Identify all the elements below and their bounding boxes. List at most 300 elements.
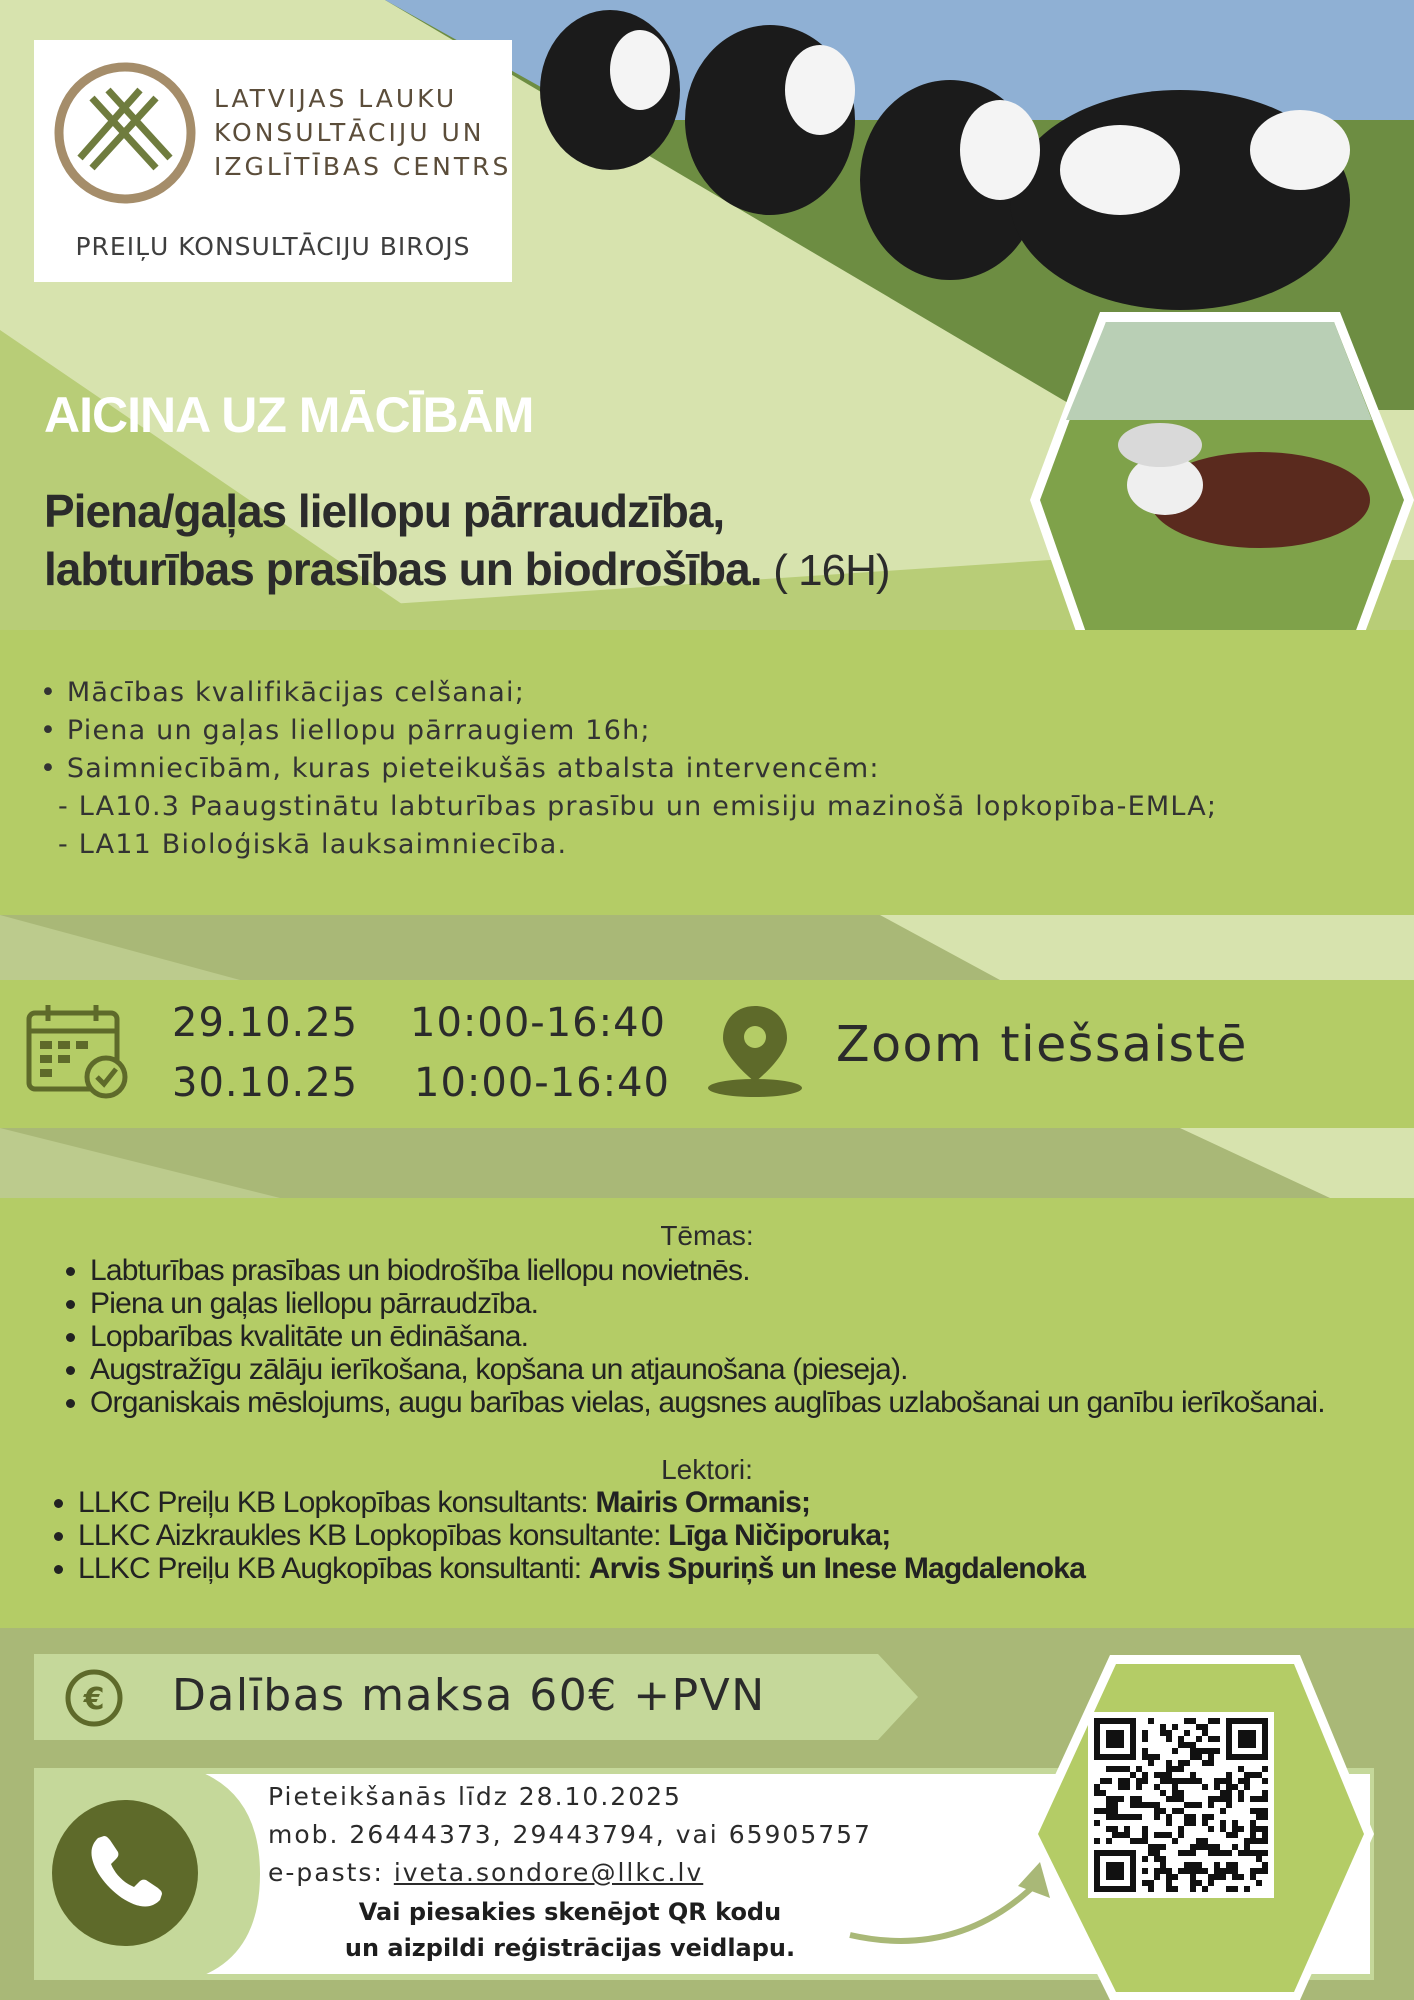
qr-module xyxy=(1238,1766,1244,1772)
qr-module xyxy=(1220,1778,1226,1784)
qr-module xyxy=(1100,1754,1106,1760)
qr-module xyxy=(1130,1772,1136,1778)
session-date: 29.10.25 xyxy=(172,1000,359,1046)
qr-module xyxy=(1190,1754,1196,1760)
qr-module xyxy=(1220,1820,1226,1826)
qr-module xyxy=(1202,1868,1208,1874)
qr-module xyxy=(1250,1742,1256,1748)
qr-module xyxy=(1184,1730,1190,1736)
qr-module xyxy=(1160,1832,1166,1838)
qr-module xyxy=(1094,1874,1100,1880)
qr-module xyxy=(1250,1850,1256,1856)
course-duration: ( 16H) xyxy=(773,546,890,595)
qr-module xyxy=(1142,1754,1148,1760)
qr-module xyxy=(1112,1832,1118,1838)
contact-email-row xyxy=(268,1858,703,1887)
qr-module xyxy=(1154,1814,1160,1820)
qr-module xyxy=(1154,1856,1160,1862)
qr-module xyxy=(1118,1886,1124,1892)
qr-module xyxy=(1094,1868,1100,1874)
qr-module xyxy=(1244,1850,1250,1856)
qr-module xyxy=(1208,1844,1214,1850)
qr-module xyxy=(1130,1886,1136,1892)
qr-module xyxy=(1226,1790,1232,1796)
qr-module xyxy=(1130,1874,1136,1880)
qr-module xyxy=(1262,1826,1268,1832)
qr-module xyxy=(1178,1832,1184,1838)
qr-module xyxy=(1184,1718,1190,1724)
qr-module xyxy=(1202,1820,1208,1826)
qr-module xyxy=(1238,1850,1244,1856)
qr-module xyxy=(1160,1862,1166,1868)
qr-module xyxy=(1130,1838,1136,1844)
qr-module xyxy=(1238,1874,1244,1880)
qr-module xyxy=(1112,1766,1118,1772)
qr-module xyxy=(1196,1724,1202,1730)
qr-module xyxy=(1112,1736,1118,1742)
qr-module xyxy=(1214,1844,1220,1850)
qr-module xyxy=(1232,1886,1238,1892)
qr-module xyxy=(1094,1784,1100,1790)
qr-module xyxy=(1172,1790,1178,1796)
qr-module xyxy=(1166,1778,1172,1784)
qr-module xyxy=(1154,1868,1160,1874)
qr-module xyxy=(1142,1736,1148,1742)
qr-module xyxy=(1178,1850,1184,1856)
registration-qr-code[interactable] xyxy=(1088,1712,1274,1898)
qr-module xyxy=(1130,1850,1136,1856)
qr-module xyxy=(1094,1838,1100,1844)
qr-module xyxy=(1262,1838,1268,1844)
qr-module xyxy=(1184,1862,1190,1868)
qr-module xyxy=(1094,1862,1100,1868)
qr-module xyxy=(1124,1850,1130,1856)
qr-module xyxy=(1142,1772,1148,1778)
qr-module xyxy=(1214,1778,1220,1784)
qr-module xyxy=(1112,1826,1118,1832)
qr-module xyxy=(1208,1802,1214,1808)
qr-module xyxy=(1148,1802,1154,1808)
qr-module xyxy=(1112,1796,1118,1802)
qr-module xyxy=(1094,1754,1100,1760)
qr-module xyxy=(1250,1754,1256,1760)
qr-module xyxy=(1226,1796,1232,1802)
qr-module xyxy=(1172,1838,1178,1844)
qr-module xyxy=(1154,1844,1160,1850)
org-name-line-2: KONSULTĀCIJU UN xyxy=(214,118,485,147)
qr-module xyxy=(1172,1886,1178,1892)
qr-module xyxy=(1118,1730,1124,1736)
qr-module xyxy=(1202,1814,1208,1820)
qr-module xyxy=(1118,1814,1124,1820)
qr-module xyxy=(1094,1736,1100,1742)
qr-module xyxy=(1220,1868,1226,1874)
qr-module xyxy=(1154,1772,1160,1778)
qr-module xyxy=(1214,1718,1220,1724)
qr-module xyxy=(1250,1736,1256,1742)
qr-module xyxy=(1142,1748,1148,1754)
lecturer-item xyxy=(78,1486,1414,1519)
qr-module xyxy=(1256,1856,1262,1862)
qr-module xyxy=(1220,1808,1226,1814)
qr-module xyxy=(1106,1802,1112,1808)
qr-module xyxy=(1118,1754,1124,1760)
qr-module xyxy=(1106,1868,1112,1874)
qr-module xyxy=(1094,1886,1100,1892)
qr-module xyxy=(1202,1844,1208,1850)
qr-module xyxy=(1166,1760,1172,1766)
qr-module xyxy=(1226,1862,1232,1868)
qr-module xyxy=(1202,1724,1208,1730)
qr-module xyxy=(1196,1778,1202,1784)
qr-module xyxy=(1226,1730,1232,1736)
qr-module xyxy=(1202,1748,1208,1754)
qr-module xyxy=(1262,1724,1268,1730)
qr-module xyxy=(1184,1778,1190,1784)
qr-module xyxy=(1142,1880,1148,1886)
qr-module xyxy=(1214,1736,1220,1742)
qr-module xyxy=(1166,1868,1172,1874)
qr-module xyxy=(1100,1718,1106,1724)
qr-module xyxy=(1184,1868,1190,1874)
qr-module xyxy=(1262,1796,1268,1802)
qr-module xyxy=(1130,1868,1136,1874)
qr-module xyxy=(1214,1784,1220,1790)
qr-module xyxy=(1196,1868,1202,1874)
qr-module xyxy=(1118,1862,1124,1868)
qr-module xyxy=(1208,1736,1214,1742)
qr-module xyxy=(1232,1826,1238,1832)
qr-module xyxy=(1106,1778,1112,1784)
event-location: Zoom tiešsaistē xyxy=(836,1016,1248,1073)
qr-instruction-line-1: Vai piesakies skenējot QR kodu xyxy=(358,1898,782,1926)
qr-module xyxy=(1160,1856,1166,1862)
qr-module xyxy=(1250,1718,1256,1724)
qr-module xyxy=(1250,1796,1256,1802)
qr-module xyxy=(1148,1880,1154,1886)
lecturers-heading: Lektori: xyxy=(661,1454,753,1485)
qr-module xyxy=(1142,1826,1148,1832)
llkc-emblem-icon xyxy=(52,60,198,206)
qr-module xyxy=(1124,1814,1130,1820)
qr-module xyxy=(1166,1832,1172,1838)
qr-module xyxy=(1256,1718,1262,1724)
qr-module xyxy=(1118,1784,1124,1790)
qr-module xyxy=(1106,1838,1112,1844)
qr-module xyxy=(1184,1820,1190,1826)
qr-module xyxy=(1262,1862,1268,1868)
lecturer-name: Arvis Spuriņš un Inese Magdalenoka xyxy=(588,1552,1086,1585)
office-name: PREIĻU KONSULTĀCIJU BIROJS xyxy=(75,232,471,261)
qr-module xyxy=(1094,1730,1100,1736)
qr-module xyxy=(1178,1742,1184,1748)
qr-module xyxy=(1130,1796,1136,1802)
qr-module xyxy=(1232,1784,1238,1790)
qr-module xyxy=(1226,1868,1232,1874)
qr-module xyxy=(1262,1790,1268,1796)
qr-module xyxy=(1130,1730,1136,1736)
qr-module xyxy=(1262,1766,1268,1772)
qr-module xyxy=(1154,1808,1160,1814)
qr-module xyxy=(1106,1826,1112,1832)
qr-module xyxy=(1208,1814,1214,1820)
qr-module xyxy=(1262,1814,1268,1820)
qr-module xyxy=(1106,1736,1112,1742)
qr-module xyxy=(1094,1808,1100,1814)
qr-module xyxy=(1256,1754,1262,1760)
org-name-line-3: IZGLĪTĪBAS CENTRS xyxy=(214,152,512,181)
intro-item: - LA11 Bioloģiskā lauksaimniecība. xyxy=(58,829,568,860)
qr-module xyxy=(1166,1814,1172,1820)
qr-module xyxy=(1136,1802,1142,1808)
qr-module xyxy=(1262,1748,1268,1754)
qr-module xyxy=(1148,1718,1154,1724)
qr-module xyxy=(1166,1736,1172,1742)
qr-module xyxy=(1202,1730,1208,1736)
lecturer-item xyxy=(78,1552,1414,1585)
qr-module xyxy=(1250,1772,1256,1778)
qr-module xyxy=(1202,1760,1208,1766)
qr-module xyxy=(1094,1850,1100,1856)
qr-module xyxy=(1130,1742,1136,1748)
qr-module xyxy=(1244,1838,1250,1844)
qr-module xyxy=(1178,1760,1184,1766)
qr-module xyxy=(1226,1754,1232,1760)
qr-module xyxy=(1106,1808,1112,1814)
qr-module xyxy=(1112,1814,1118,1820)
qr-module xyxy=(1118,1874,1124,1880)
qr-module xyxy=(1178,1868,1184,1874)
qr-module xyxy=(1094,1718,1100,1724)
qr-module xyxy=(1100,1778,1106,1784)
qr-module xyxy=(1172,1784,1178,1790)
qr-module xyxy=(1112,1742,1118,1748)
qr-module xyxy=(1136,1784,1142,1790)
svg-text:€: € xyxy=(83,1682,105,1717)
lecturer-name: Mairis Ormanis; xyxy=(595,1486,811,1519)
qr-module xyxy=(1142,1730,1148,1736)
qr-module xyxy=(1178,1826,1184,1832)
qr-module xyxy=(1196,1838,1202,1844)
qr-module xyxy=(1208,1718,1214,1724)
qr-module xyxy=(1220,1826,1226,1832)
qr-module xyxy=(1136,1766,1142,1772)
qr-module xyxy=(1172,1808,1178,1814)
qr-module xyxy=(1100,1808,1106,1814)
qr-module xyxy=(1106,1766,1112,1772)
qr-module xyxy=(1190,1742,1196,1748)
qr-module xyxy=(1208,1850,1214,1856)
qr-module xyxy=(1094,1856,1100,1862)
qr-module xyxy=(1160,1772,1166,1778)
qr-module xyxy=(1130,1736,1136,1742)
qr-module xyxy=(1238,1778,1244,1784)
location-pin-icon xyxy=(706,1002,804,1098)
qr-module xyxy=(1232,1874,1238,1880)
qr-module xyxy=(1190,1874,1196,1880)
intro-item: • Piena un gaļas liellopu pārraugiem 16h; xyxy=(40,715,651,746)
qr-module xyxy=(1160,1808,1166,1814)
qr-module xyxy=(1118,1736,1124,1742)
topic-item: • Labturības prasības un biodrošība liellopu novietnēs. xyxy=(90,1254,1410,1287)
qr-module xyxy=(1160,1730,1166,1736)
qr-module xyxy=(1178,1796,1184,1802)
qr-module xyxy=(1226,1832,1232,1838)
kicker-heading: AICINA UZ MĀCĪBĀM xyxy=(44,387,534,443)
qr-module xyxy=(1148,1886,1154,1892)
qr-module xyxy=(1106,1796,1112,1802)
qr-module xyxy=(1232,1832,1238,1838)
session-time: 10:00-16:40 xyxy=(414,1060,670,1106)
qr-module xyxy=(1112,1874,1118,1880)
qr-module xyxy=(1256,1880,1262,1886)
lecturer-role: LLKC Preiļu KB Augkopības konsultanti: xyxy=(78,1552,589,1585)
qr-module xyxy=(1106,1718,1112,1724)
qr-module xyxy=(1118,1778,1124,1784)
qr-module xyxy=(1262,1754,1268,1760)
qr-module xyxy=(1136,1778,1142,1784)
qr-module xyxy=(1208,1760,1214,1766)
qr-module xyxy=(1106,1862,1112,1868)
topic-item: • Organiskais mēslojums, augu barības vielas, augsnes auglības uzlabošanai un ganību ierīkošanai. xyxy=(90,1386,1410,1419)
contact-phones: mob. 26444373, 29443794, vai 65905757 xyxy=(268,1820,872,1849)
qr-module xyxy=(1244,1886,1250,1892)
intro-list xyxy=(40,674,1217,864)
qr-module xyxy=(1262,1742,1268,1748)
organization-logo xyxy=(34,40,512,282)
qr-module xyxy=(1232,1868,1238,1874)
qr-module xyxy=(1112,1802,1118,1808)
email-label: e-pasts: xyxy=(268,1858,394,1887)
qr-module xyxy=(1184,1850,1190,1856)
qr-module xyxy=(1262,1778,1268,1784)
participation-fee: Dalības maksa 60€ +PVN xyxy=(172,1670,766,1721)
qr-module xyxy=(1226,1886,1232,1892)
qr-module xyxy=(1130,1748,1136,1754)
qr-module xyxy=(1166,1796,1172,1802)
qr-module xyxy=(1214,1748,1220,1754)
qr-module xyxy=(1100,1886,1106,1892)
qr-module xyxy=(1172,1778,1178,1784)
qr-module xyxy=(1250,1820,1256,1826)
qr-module xyxy=(1106,1886,1112,1892)
qr-module xyxy=(1226,1772,1232,1778)
qr-module xyxy=(1118,1868,1124,1874)
qr-module xyxy=(1190,1820,1196,1826)
lecturers-list xyxy=(48,1486,1414,1585)
qr-module xyxy=(1226,1742,1232,1748)
qr-module xyxy=(1118,1850,1124,1856)
qr-module xyxy=(1136,1838,1142,1844)
qr-module xyxy=(1256,1850,1262,1856)
qr-module xyxy=(1166,1880,1172,1886)
qr-module xyxy=(1166,1820,1172,1826)
session-date: 30.10.25 xyxy=(172,1060,359,1106)
qr-module xyxy=(1226,1850,1232,1856)
qr-module xyxy=(1220,1790,1226,1796)
qr-module xyxy=(1196,1844,1202,1850)
qr-module xyxy=(1208,1826,1214,1832)
qr-module xyxy=(1142,1838,1148,1844)
qr-module xyxy=(1154,1832,1160,1838)
qr-module xyxy=(1124,1718,1130,1724)
qr-module xyxy=(1190,1880,1196,1886)
qr-module xyxy=(1166,1766,1172,1772)
qr-module xyxy=(1208,1796,1214,1802)
qr-module xyxy=(1130,1754,1136,1760)
qr-module xyxy=(1220,1874,1226,1880)
qr-module xyxy=(1112,1808,1118,1814)
qr-module xyxy=(1172,1874,1178,1880)
qr-module xyxy=(1250,1826,1256,1832)
qr-module xyxy=(1226,1784,1232,1790)
qr-module xyxy=(1190,1862,1196,1868)
qr-module xyxy=(1142,1832,1148,1838)
qr-module xyxy=(1202,1838,1208,1844)
qr-module xyxy=(1238,1790,1244,1796)
qr-module xyxy=(1196,1754,1202,1760)
topic-item: • Lopbarības kvalitāte un ēdināšana. xyxy=(90,1320,1410,1353)
qr-module xyxy=(1160,1724,1166,1730)
qr-module xyxy=(1244,1778,1250,1784)
qr-module xyxy=(1106,1814,1112,1820)
euro-coin-icon xyxy=(64,1668,124,1728)
qr-module xyxy=(1100,1850,1106,1856)
qr-module xyxy=(1190,1814,1196,1820)
lecturer-item xyxy=(78,1519,1414,1552)
qr-module xyxy=(1196,1736,1202,1742)
session-time: 10:00-16:40 xyxy=(410,1000,666,1046)
qr-module xyxy=(1208,1754,1214,1760)
qr-module xyxy=(1256,1796,1262,1802)
qr-module xyxy=(1190,1886,1196,1892)
qr-module xyxy=(1232,1820,1238,1826)
qr-module xyxy=(1148,1844,1154,1850)
qr-module xyxy=(1106,1742,1112,1748)
qr-module xyxy=(1142,1778,1148,1784)
qr-module xyxy=(1250,1832,1256,1838)
qr-module xyxy=(1238,1754,1244,1760)
qr-module xyxy=(1184,1742,1190,1748)
qr-module xyxy=(1172,1748,1178,1754)
qr-module xyxy=(1238,1742,1244,1748)
qr-module xyxy=(1142,1868,1148,1874)
qr-module xyxy=(1124,1826,1130,1832)
registration-deadline: Pieteikšanās līdz 28.10.2025 xyxy=(268,1782,682,1811)
qr-module xyxy=(1106,1874,1112,1880)
qr-module xyxy=(1208,1874,1214,1880)
qr-module xyxy=(1178,1808,1184,1814)
qr-module xyxy=(1244,1736,1250,1742)
qr-module xyxy=(1250,1808,1256,1814)
qr-module xyxy=(1106,1754,1112,1760)
qr-module xyxy=(1148,1850,1154,1856)
qr-module xyxy=(1124,1754,1130,1760)
qr-module xyxy=(1244,1844,1250,1850)
qr-module xyxy=(1262,1850,1268,1856)
qr-module xyxy=(1190,1802,1196,1808)
qr-module xyxy=(1130,1802,1136,1808)
qr-module xyxy=(1256,1808,1262,1814)
qr-module xyxy=(1232,1844,1238,1850)
qr-module xyxy=(1172,1796,1178,1802)
qr-module xyxy=(1106,1850,1112,1856)
qr-module xyxy=(1154,1850,1160,1856)
email-link[interactable]: iveta.sondore@llkc.lv xyxy=(393,1858,704,1887)
qr-module xyxy=(1190,1778,1196,1784)
qr-module xyxy=(1148,1760,1154,1766)
qr-module xyxy=(1208,1880,1214,1886)
